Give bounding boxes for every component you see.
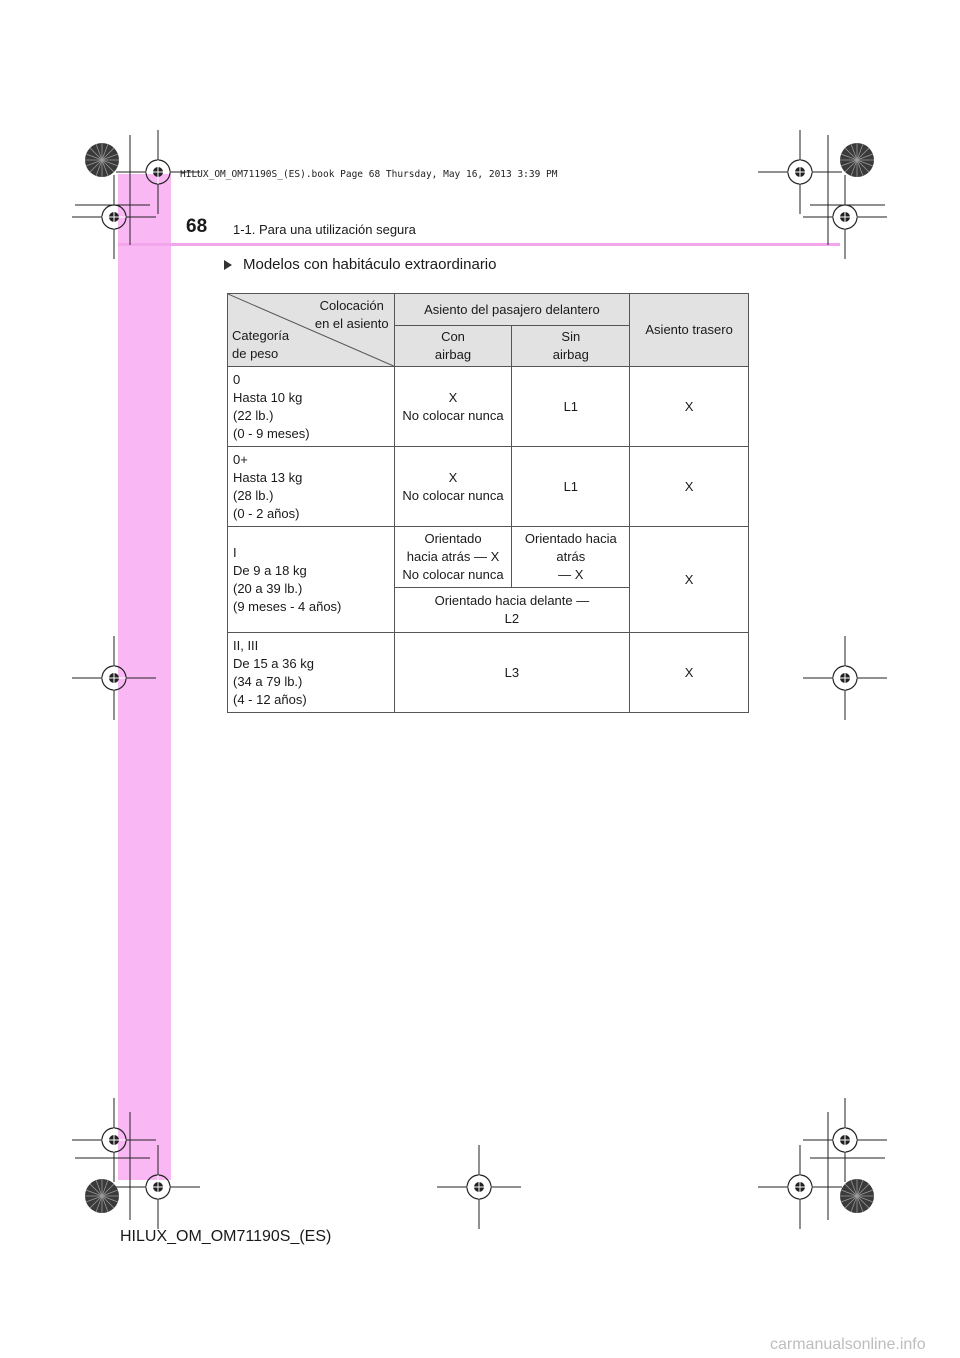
page-number: 68 [186, 216, 208, 237]
rear-seat-cell: X [630, 367, 749, 447]
category-cell: I De 9 a 18 kg (20 a 39 lb.) (9 meses - 4 años) [228, 527, 395, 633]
corner-header-cell [228, 294, 395, 367]
with-airbag-cell: Orientado hacia atrás — X No colocar nunca [394, 527, 512, 588]
without-airbag-cell: Orientado hacia atrás — X [512, 527, 630, 588]
table-row [228, 527, 749, 588]
seat-position-label: Colocación en el asiento [314, 298, 389, 331]
category-cell: 0+ Hasta 13 kg (28 lb.) (0 - 2 años) [228, 447, 395, 527]
without-airbag-cell: L1 [512, 367, 630, 447]
rear-seat-cell: X [630, 633, 749, 713]
with-airbag-header: Con airbag [394, 326, 512, 367]
front-seat-header: Asiento del pasajero delantero [394, 294, 630, 326]
rear-seat-header: Asiento trasero [630, 294, 749, 367]
book-file-line: HILUX_OM_OM71190S_(ES).book Page 68 Thursday, May 16, 2013 3:39 PM [180, 169, 558, 180]
section-title: 1-1. Para una utilización segura [233, 222, 416, 237]
heading-text: Modelos con habitáculo extraordinario [243, 256, 497, 273]
without-airbag-cell: L1 [512, 447, 630, 527]
triangle-bullet-icon [224, 260, 232, 270]
rear-seat-cell: X [630, 447, 749, 527]
document-code-footer: HILUX_OM_OM71190S_(ES) [120, 1228, 332, 1245]
category-cell: 0 Hasta 10 kg (22 lb.) (0 - 9 meses) [228, 367, 395, 447]
weight-category-label: Categoría de peso [232, 328, 290, 361]
table-row [228, 633, 749, 713]
without-airbag-header: Sin airbag [512, 326, 630, 367]
with-airbag-cell: X No colocar nunca [394, 447, 512, 527]
table-row [228, 447, 749, 527]
child-seat-table [227, 293, 749, 713]
table-row [228, 367, 749, 447]
site-watermark: carmanualsonline.info [770, 1336, 926, 1353]
front-seat-cell: L3 [394, 633, 630, 713]
subsection-heading [224, 256, 496, 273]
category-cell: II, III De 15 a 36 kg (34 a 79 lb.) (4 - 12 años) [228, 633, 395, 713]
rear-seat-cell: X [630, 527, 749, 633]
forward-facing-cell: Orientado hacia delante — L2 [394, 588, 630, 633]
with-airbag-cell: X No colocar nunca [394, 367, 512, 447]
